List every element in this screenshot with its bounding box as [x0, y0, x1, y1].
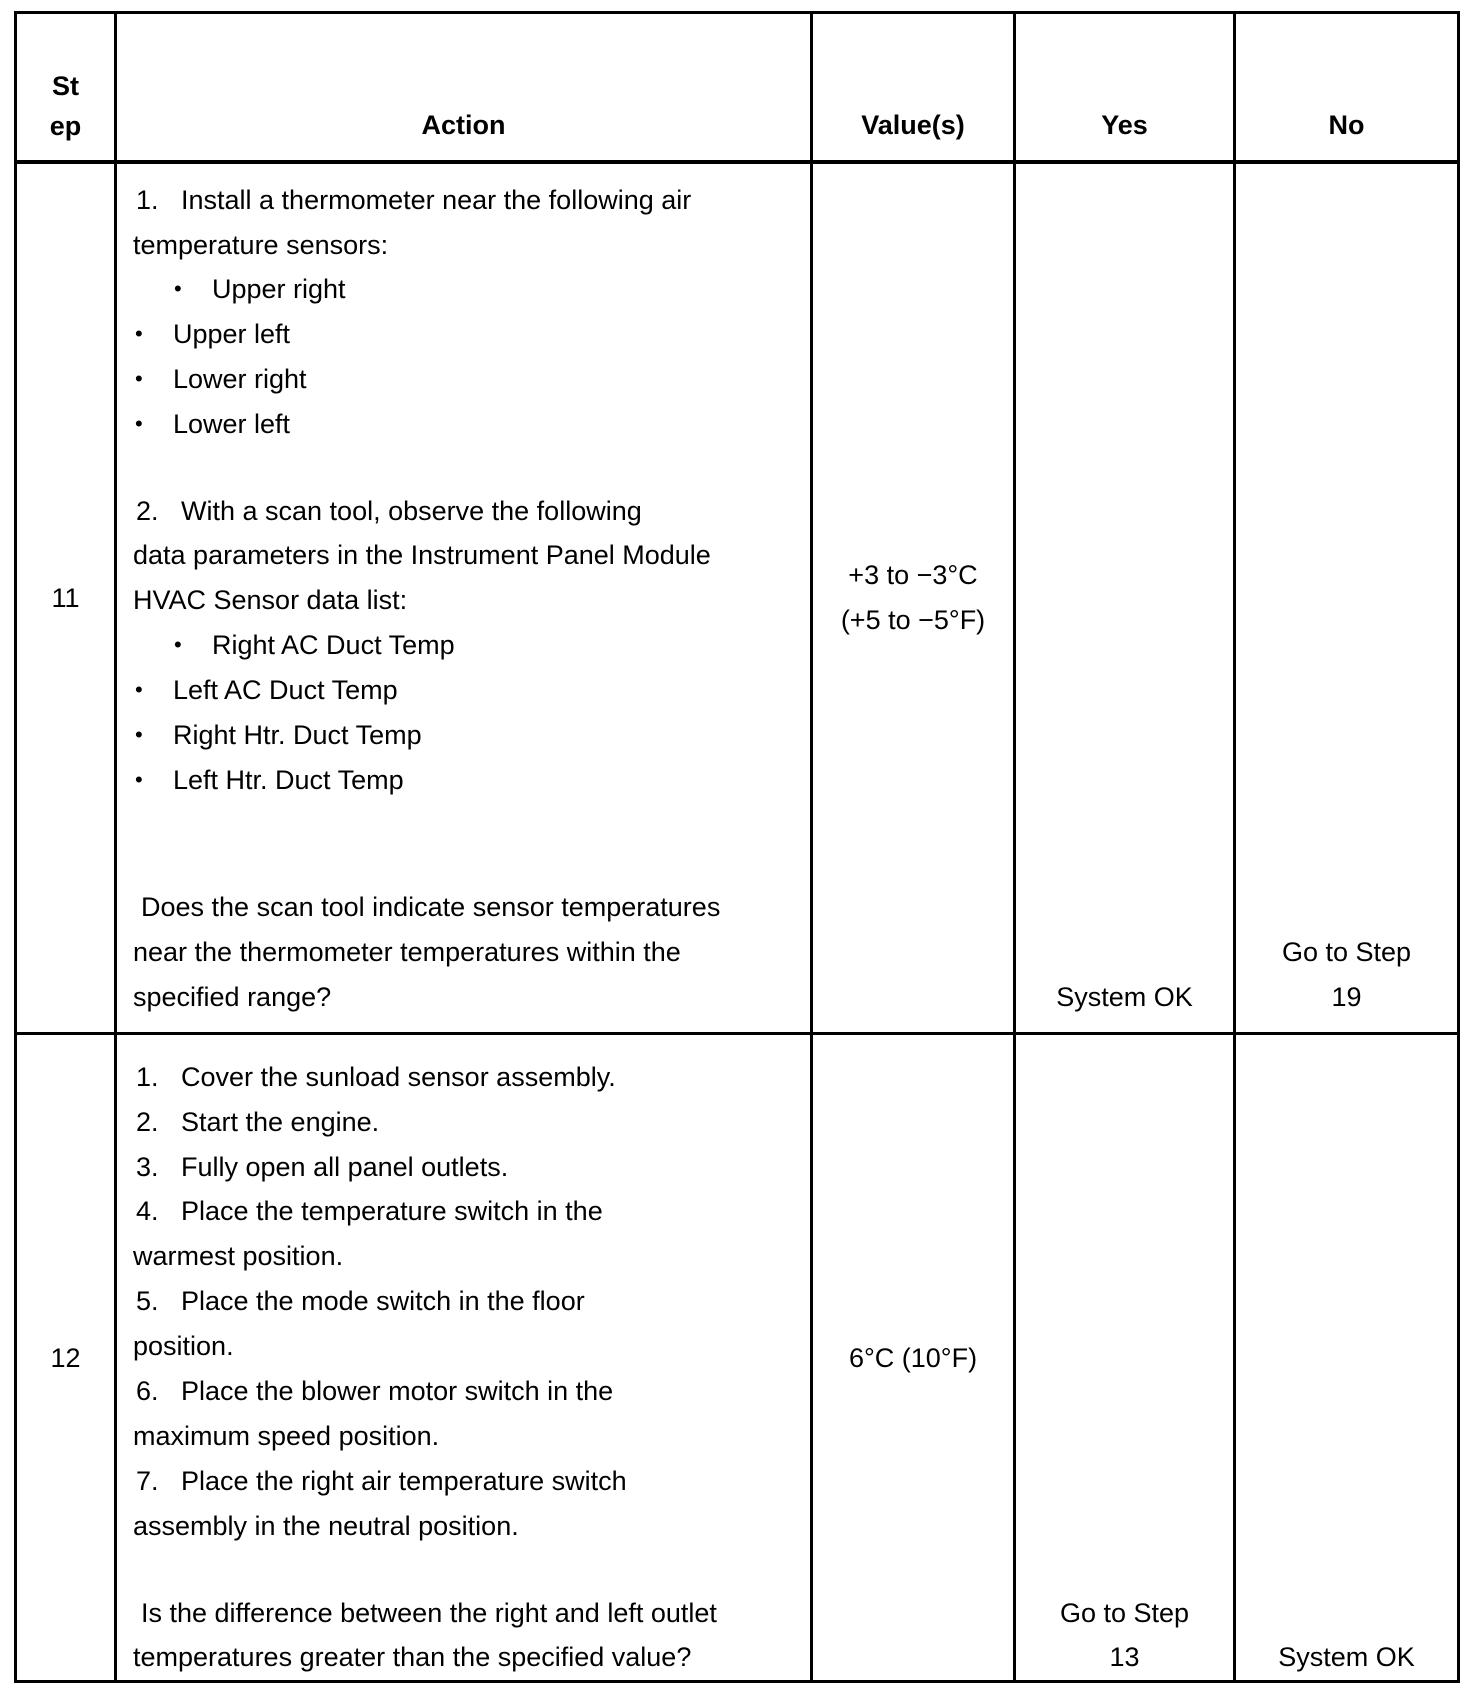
step-item-number: 7. — [136, 1466, 159, 1496]
no-result: 19 — [1331, 982, 1362, 1012]
col-divider-value — [1013, 11, 1016, 1683]
col-divider-yes — [1233, 11, 1236, 1683]
no-result: System OK — [1278, 1642, 1415, 1672]
no-result: Go to Step — [1281, 937, 1412, 967]
bullet-icon: • — [135, 767, 143, 792]
step-item-text: With a scan tool, observe the following — [181, 496, 642, 526]
header-values: Value(s) — [861, 110, 965, 140]
step-item-text: maximum speed position. — [133, 1421, 440, 1451]
value-text: (+5 to −5°F) — [840, 605, 986, 635]
step-item-text: Place the temperature switch in the — [181, 1196, 603, 1226]
step-item-text: assembly in the neutral position. — [133, 1511, 519, 1541]
header-divider — [14, 160, 1460, 164]
question-text: temperatures greater than the specified value? — [133, 1642, 692, 1672]
bullet-icon: • — [135, 722, 143, 747]
step-number: 11 — [51, 583, 80, 613]
step-item-text: Cover the sunload sensor assembly. — [181, 1062, 616, 1092]
header-action: Action — [421, 110, 506, 140]
step-item-number: 5. — [136, 1286, 159, 1316]
row-divider — [14, 1032, 1460, 1035]
table-border-top — [14, 11, 1460, 14]
header-step-line2: ep — [49, 111, 82, 141]
list-item: Left Htr. Duct Temp — [173, 765, 404, 795]
list-item: Upper right — [212, 274, 346, 304]
step-item-number: 6. — [136, 1376, 159, 1406]
step-item-text: Start the engine. — [181, 1107, 380, 1137]
step-item-text: Place the mode switch in the floor — [181, 1286, 585, 1316]
step-item-text: Place the blower motor switch in the — [181, 1376, 614, 1406]
step-item-text: data parameters in the Instrument Panel Module — [133, 540, 711, 570]
step-number: 12 — [50, 1343, 81, 1373]
question-text: specified range? — [133, 982, 332, 1012]
table-border-left — [14, 11, 17, 1683]
table-border-bottom — [14, 1680, 1460, 1683]
list-item: Left AC Duct Temp — [173, 675, 398, 705]
header-no: No — [1328, 110, 1365, 140]
yes-result: 13 — [1109, 1642, 1140, 1672]
list-item: Right Htr. Duct Temp — [173, 720, 422, 750]
bullet-icon: • — [135, 366, 143, 391]
list-item: Lower right — [173, 364, 307, 394]
step-item-text: warmest position. — [133, 1241, 344, 1271]
col-divider-step — [114, 11, 117, 1683]
step-item-text: Place the right air temperature switch — [181, 1466, 627, 1496]
step-item-number: 2. — [136, 1107, 159, 1137]
step-item-text: Install a thermometer near the following air — [181, 185, 692, 215]
step-item-number: 1. — [136, 1062, 159, 1092]
bullet-icon: • — [135, 677, 143, 702]
step-item-number: 4. — [136, 1196, 159, 1226]
table-border-right — [1457, 11, 1460, 1683]
yes-result: System OK — [1056, 982, 1193, 1012]
value-text: +3 to −3°C — [848, 560, 978, 590]
step-item-text: position. — [133, 1331, 234, 1361]
bullet-icon: • — [174, 276, 182, 301]
step-item-number: 2. — [136, 496, 159, 526]
list-item: Upper left — [173, 319, 291, 349]
step-item-number: 1. — [136, 185, 159, 215]
step-item-text: HVAC Sensor data list: — [133, 585, 408, 615]
list-item: Lower left — [173, 409, 291, 439]
bullet-icon: • — [135, 321, 143, 346]
step-item-text: Fully open all panel outlets. — [181, 1152, 509, 1182]
value-text: 6°C (10°F) — [848, 1343, 978, 1373]
question-text: Is the difference between the right and left outlet — [141, 1598, 717, 1628]
question-text: Does the scan tool indicate sensor temperatures — [141, 892, 721, 922]
bullet-icon: • — [135, 411, 143, 436]
header-step-line1: St — [52, 71, 79, 101]
header-yes: Yes — [1101, 110, 1148, 140]
list-item: Right AC Duct Temp — [212, 630, 455, 660]
question-text: near the thermometer temperatures within the — [133, 937, 681, 967]
yes-result: Go to Step — [1059, 1598, 1190, 1628]
step-item-number: 3. — [136, 1152, 159, 1182]
col-divider-action — [810, 11, 813, 1683]
step-item-text: temperature sensors: — [133, 230, 389, 260]
bullet-icon: • — [174, 632, 182, 657]
